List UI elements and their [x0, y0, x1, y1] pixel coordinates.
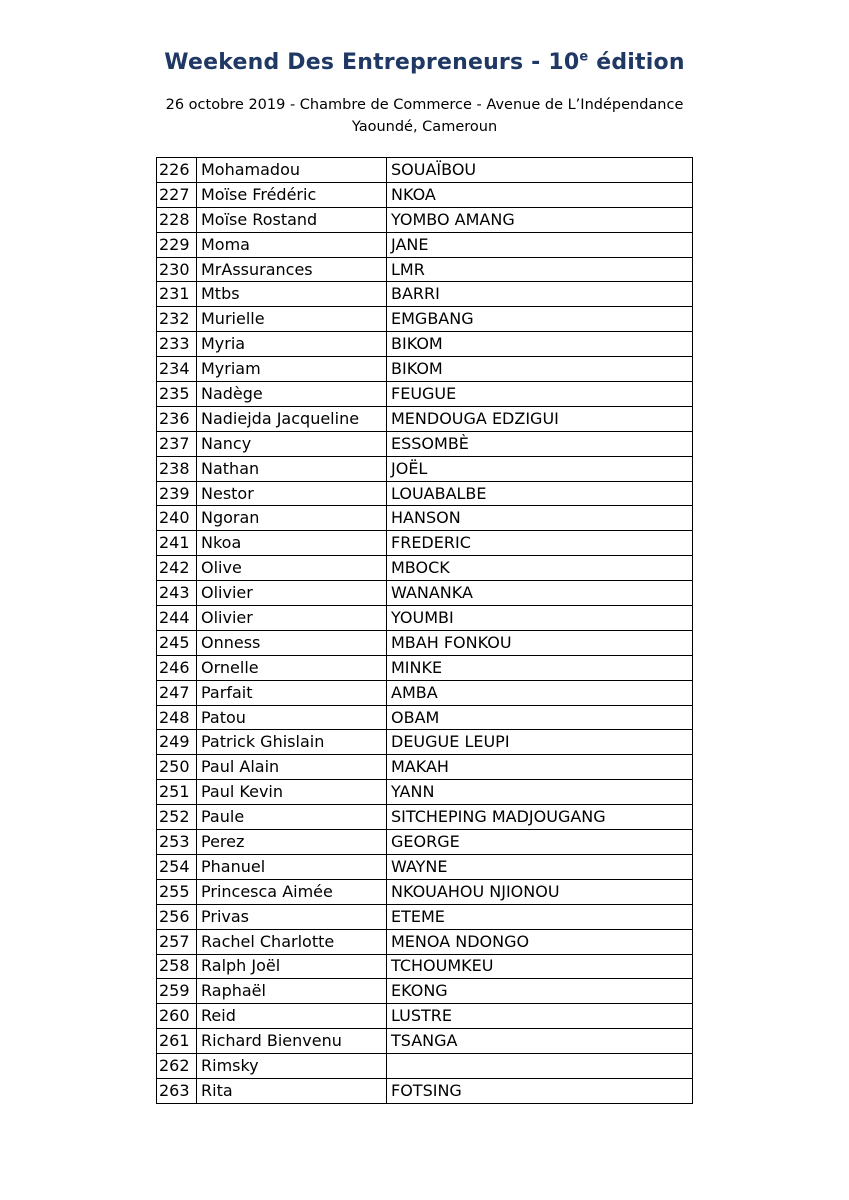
row-number-cell: 257 — [157, 929, 197, 954]
table-row — [157, 705, 693, 730]
last-name-cell: NKOA — [387, 182, 693, 207]
last-name-cell: MAKAH — [387, 755, 693, 780]
first-name-cell: Moïse Rostand — [197, 207, 387, 232]
row-number-cell: 263 — [157, 1078, 197, 1103]
last-name-cell: MENOA NDONGO — [387, 929, 693, 954]
title-superscript: e — [579, 49, 589, 65]
row-number-cell: 230 — [157, 257, 197, 282]
table-row — [157, 182, 693, 207]
last-name-cell: EMGBANG — [387, 307, 693, 332]
event-date-venue: 26 octobre 2019 - Chambre de Commerce - Avenue de L’Indépendance — [165, 97, 684, 113]
table-row — [157, 929, 693, 954]
first-name-cell: Princesca Aimée — [197, 879, 387, 904]
row-number-cell: 255 — [157, 879, 197, 904]
first-name-cell: Myriam — [197, 357, 387, 382]
last-name-cell: AMBA — [387, 680, 693, 705]
first-name-cell: Moma — [197, 232, 387, 257]
row-number-cell: 240 — [157, 506, 197, 531]
table-row — [157, 531, 693, 556]
table-row — [157, 232, 693, 257]
row-number-cell: 231 — [157, 282, 197, 307]
row-number-cell: 243 — [157, 581, 197, 606]
last-name-cell: EKONG — [387, 979, 693, 1004]
table-row — [157, 780, 693, 805]
row-number-cell: 250 — [157, 755, 197, 780]
table-row — [157, 158, 693, 183]
first-name-cell: Olivier — [197, 581, 387, 606]
last-name-cell: WAYNE — [387, 854, 693, 879]
table-row — [157, 854, 693, 879]
first-name-cell: Olive — [197, 556, 387, 581]
first-name-cell: Onness — [197, 630, 387, 655]
table-row — [157, 655, 693, 680]
first-name-cell: Perez — [197, 830, 387, 855]
last-name-cell: LMR — [387, 257, 693, 282]
row-number-cell: 232 — [157, 307, 197, 332]
last-name-cell: HANSON — [387, 506, 693, 531]
table-row — [157, 357, 693, 382]
last-name-cell: MBAH FONKOU — [387, 630, 693, 655]
first-name-cell: Paul Kevin — [197, 780, 387, 805]
last-name-cell: ETEME — [387, 904, 693, 929]
first-name-cell: Patou — [197, 705, 387, 730]
last-name-cell: SOUAÏBOU — [387, 158, 693, 183]
first-name-cell: Paule — [197, 805, 387, 830]
last-name-cell: TCHOUMKEU — [387, 954, 693, 979]
row-number-cell: 249 — [157, 730, 197, 755]
table-row — [157, 755, 693, 780]
first-name-cell: Ornelle — [197, 655, 387, 680]
table-row — [157, 954, 693, 979]
table-row — [157, 207, 693, 232]
last-name-cell: MINKE — [387, 655, 693, 680]
first-name-cell: Phanuel — [197, 854, 387, 879]
table-row — [157, 506, 693, 531]
event-city: Yaoundé, Cameroun — [351, 119, 498, 135]
row-number-cell: 262 — [157, 1054, 197, 1079]
first-name-cell: Privas — [197, 904, 387, 929]
first-name-cell: Nathan — [197, 456, 387, 481]
last-name-cell: NKOUAHOU NJIONOU — [387, 879, 693, 904]
first-name-cell: Paul Alain — [197, 755, 387, 780]
table-row — [157, 979, 693, 1004]
last-name-cell: DEUGUE LEUPI — [387, 730, 693, 755]
first-name-cell: Nadège — [197, 382, 387, 407]
table-row — [157, 282, 693, 307]
row-number-cell: 247 — [157, 680, 197, 705]
table-row — [157, 730, 693, 755]
first-name-cell: Olivier — [197, 606, 387, 631]
last-name-cell: MBOCK — [387, 556, 693, 581]
title-text: Weekend Des Entrepreneurs - 10 — [164, 50, 580, 75]
row-number-cell: 241 — [157, 531, 197, 556]
last-name-cell: TSANGA — [387, 1029, 693, 1054]
table-row — [157, 382, 693, 407]
first-name-cell: Ngoran — [197, 506, 387, 531]
table-row — [157, 904, 693, 929]
table-row — [157, 680, 693, 705]
row-number-cell: 238 — [157, 456, 197, 481]
table-row — [157, 1029, 693, 1054]
row-number-cell: 239 — [157, 481, 197, 506]
last-name-cell — [387, 1054, 693, 1079]
row-number-cell: 235 — [157, 382, 197, 407]
row-number-cell: 229 — [157, 232, 197, 257]
row-number-cell: 252 — [157, 805, 197, 830]
last-name-cell: ESSOMBÈ — [387, 431, 693, 456]
page-title — [0, 50, 849, 75]
row-number-cell: 245 — [157, 630, 197, 655]
last-name-cell: JOËL — [387, 456, 693, 481]
table-row — [157, 805, 693, 830]
last-name-cell: SITCHEPING MADJOUGANG — [387, 805, 693, 830]
row-number-cell: 244 — [157, 606, 197, 631]
first-name-cell: Rachel Charlotte — [197, 929, 387, 954]
row-number-cell: 253 — [157, 830, 197, 855]
table-row — [157, 830, 693, 855]
row-number-cell: 226 — [157, 158, 197, 183]
first-name-cell: Reid — [197, 1004, 387, 1029]
table-row — [157, 307, 693, 332]
first-name-cell: Myria — [197, 332, 387, 357]
row-number-cell: 237 — [157, 431, 197, 456]
table-row — [157, 879, 693, 904]
table-row — [157, 332, 693, 357]
first-name-cell: Rimsky — [197, 1054, 387, 1079]
table-row — [157, 630, 693, 655]
last-name-cell: LOUABALBE — [387, 481, 693, 506]
event-details — [0, 94, 849, 138]
table-row — [157, 456, 693, 481]
first-name-cell: Nadiejda Jacqueline — [197, 406, 387, 431]
last-name-cell: WANANKA — [387, 581, 693, 606]
last-name-cell: JANE — [387, 232, 693, 257]
table-row — [157, 406, 693, 431]
last-name-cell: BIKOM — [387, 332, 693, 357]
last-name-cell: MENDOUGA EDZIGUI — [387, 406, 693, 431]
first-name-cell: Ralph Joël — [197, 954, 387, 979]
first-name-cell: Mohamadou — [197, 158, 387, 183]
participants-table — [156, 157, 693, 1104]
table-row — [157, 1078, 693, 1103]
last-name-cell: OBAM — [387, 705, 693, 730]
title-tail: édition — [588, 50, 685, 75]
last-name-cell: FEUGUE — [387, 382, 693, 407]
row-number-cell: 260 — [157, 1004, 197, 1029]
last-name-cell: BARRI — [387, 282, 693, 307]
row-number-cell: 258 — [157, 954, 197, 979]
table-row — [157, 556, 693, 581]
table-row — [157, 1054, 693, 1079]
table-row — [157, 606, 693, 631]
row-number-cell: 234 — [157, 357, 197, 382]
participants-table-body — [157, 158, 693, 1104]
table-row — [157, 481, 693, 506]
last-name-cell: YOUMBI — [387, 606, 693, 631]
last-name-cell: YANN — [387, 780, 693, 805]
row-number-cell: 259 — [157, 979, 197, 1004]
last-name-cell: GEORGE — [387, 830, 693, 855]
last-name-cell: FOTSING — [387, 1078, 693, 1103]
first-name-cell: Nestor — [197, 481, 387, 506]
first-name-cell: Richard Bienvenu — [197, 1029, 387, 1054]
row-number-cell: 246 — [157, 655, 197, 680]
row-number-cell: 254 — [157, 854, 197, 879]
first-name-cell: Nancy — [197, 431, 387, 456]
row-number-cell: 227 — [157, 182, 197, 207]
last-name-cell: BIKOM — [387, 357, 693, 382]
row-number-cell: 242 — [157, 556, 197, 581]
first-name-cell: Raphaël — [197, 979, 387, 1004]
first-name-cell: Mtbs — [197, 282, 387, 307]
first-name-cell: Patrick Ghislain — [197, 730, 387, 755]
table-row — [157, 581, 693, 606]
first-name-cell: Parfait — [197, 680, 387, 705]
last-name-cell: YOMBO AMANG — [387, 207, 693, 232]
row-number-cell: 251 — [157, 780, 197, 805]
table-row — [157, 1004, 693, 1029]
row-number-cell: 256 — [157, 904, 197, 929]
row-number-cell: 248 — [157, 705, 197, 730]
first-name-cell: Moïse Frédéric — [197, 182, 387, 207]
row-number-cell: 236 — [157, 406, 197, 431]
first-name-cell: Rita — [197, 1078, 387, 1103]
last-name-cell: FREDERIC — [387, 531, 693, 556]
row-number-cell: 233 — [157, 332, 197, 357]
last-name-cell: LUSTRE — [387, 1004, 693, 1029]
row-number-cell: 228 — [157, 207, 197, 232]
row-number-cell: 261 — [157, 1029, 197, 1054]
first-name-cell: MrAssurances — [197, 257, 387, 282]
first-name-cell: Nkoa — [197, 531, 387, 556]
table-row — [157, 431, 693, 456]
table-row — [157, 257, 693, 282]
first-name-cell: Murielle — [197, 307, 387, 332]
